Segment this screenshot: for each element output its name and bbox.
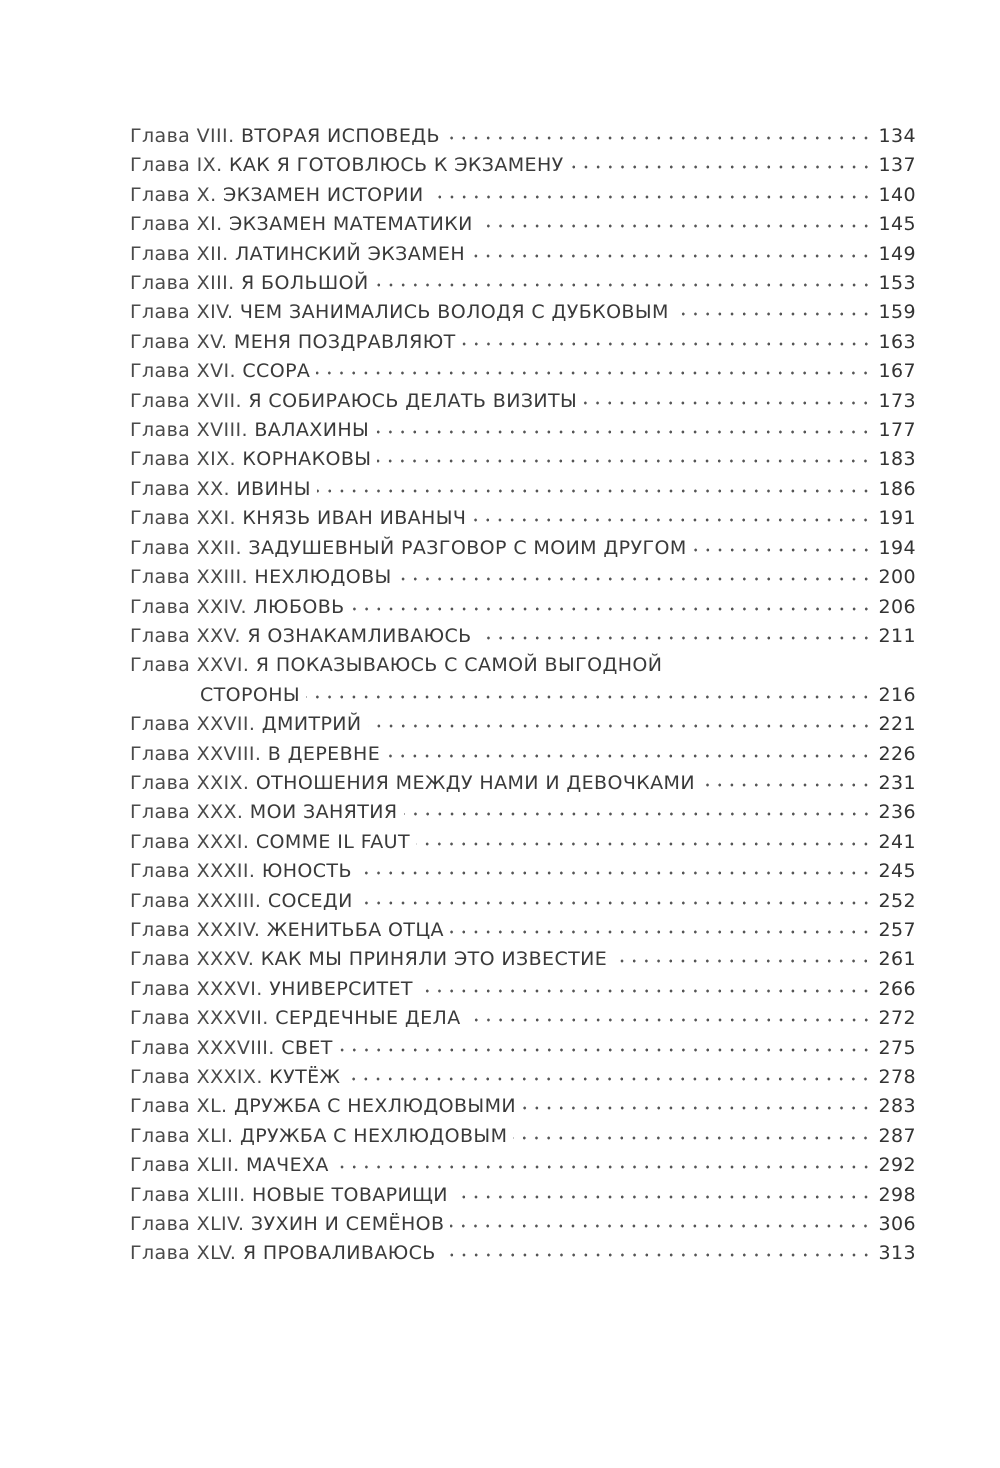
toc-entry-label: [130, 622, 472, 651]
dot-leader: [442, 1253, 872, 1257]
chapter-title: ЗАДУШЕВНЫЙ РАЗГОВОР С МОИМ ДРУГОМ: [248, 536, 687, 559]
chapter-number: Глава VIII.: [130, 125, 235, 147]
toc-entry: [130, 269, 916, 298]
toc-entry: [130, 740, 916, 769]
toc-entry-label: [130, 1181, 448, 1210]
page-number: 231: [878, 771, 916, 794]
toc-entry: [130, 151, 916, 180]
page-number: 134: [878, 125, 916, 147]
chapter-number: Глава XXV.: [130, 624, 241, 647]
chapter-number: Глава XVIII.: [130, 419, 248, 442]
toc-entry-label: [130, 504, 466, 533]
dot-leader: [471, 254, 872, 258]
dot-leader: [613, 959, 872, 963]
chapter-title: ДМИТРИЙ: [261, 713, 362, 736]
toc-entry: [130, 357, 916, 386]
toc-entry-line: [130, 651, 916, 680]
toc-entry: [130, 887, 916, 916]
chapter-number: Глава XLV.: [130, 1242, 237, 1265]
page-number: 177: [878, 419, 916, 442]
chapter-number: Глава XXVIII.: [130, 742, 262, 765]
toc-entry: [130, 1122, 916, 1151]
page-number: 191: [878, 507, 916, 530]
toc-entry: [130, 445, 916, 474]
page-number: 163: [878, 330, 916, 353]
chapter-title: ЧЕМ ЗАНИМАЛИСЬ ВОЛОДЯ С ДУБКОВЫМ: [239, 301, 669, 324]
chapter-title: Я ОЗНАКАМЛИВАЮСЬ: [247, 624, 472, 647]
dot-leader: [478, 636, 872, 640]
toc-entry: [130, 593, 916, 622]
toc-entry: [130, 945, 916, 974]
chapter-number: Глава XLIV.: [130, 1213, 245, 1236]
page-number: 145: [878, 213, 916, 236]
toc-entry-label: [130, 740, 380, 769]
toc-entry: [130, 769, 916, 798]
toc-entry: [130, 710, 916, 739]
chapter-number: Глава XXIII.: [130, 566, 248, 589]
chapter-number: Глава XVI.: [130, 360, 236, 383]
toc-entry-label: [130, 769, 695, 798]
toc-entry: [130, 828, 916, 857]
toc-entry: [130, 416, 916, 445]
toc-entry: [130, 563, 916, 592]
toc-entry: [130, 534, 916, 563]
dot-leader: [404, 812, 873, 816]
toc-entry-label: [130, 1151, 329, 1180]
chapter-title: Я ПРОВАЛИВАЮСЬ: [242, 1242, 436, 1265]
chapter-title: КАК МЫ ПРИНЯЛИ ЭТО ИЗВЕСТИЕ: [260, 948, 608, 971]
chapter-title: КНЯЗЬ ИВАН ИВАНЫЧ: [242, 507, 467, 530]
chapter-title: В ДЕРЕВНЕ: [267, 742, 381, 765]
dot-leader: [306, 695, 872, 699]
toc-entry-label: [130, 534, 687, 563]
page-number: 245: [878, 860, 916, 883]
dot-leader: [335, 1165, 872, 1169]
dot-leader: [430, 195, 872, 199]
dot-leader: [375, 283, 872, 287]
dot-leader: [446, 136, 872, 140]
page-number: 200: [878, 566, 916, 589]
toc-entry: [130, 1239, 916, 1268]
toc-entry-label: [130, 1063, 340, 1092]
chapter-title: НЕХЛЮДОВЫ: [254, 566, 392, 589]
chapter-number: Глава XXX.: [130, 801, 244, 824]
chapter-number: Глава XIV.: [130, 301, 234, 324]
dot-leader: [513, 1136, 872, 1140]
dot-leader: [479, 224, 872, 228]
dot-leader: [375, 430, 872, 434]
chapter-number: Глава XXXVII.: [130, 1007, 269, 1030]
page-number: 159: [878, 301, 916, 324]
dot-leader: [570, 165, 872, 169]
page-number: 226: [878, 742, 916, 765]
toc-entry-label: [130, 887, 353, 916]
toc-entry-label: [130, 857, 352, 886]
toc-entry: [130, 651, 916, 710]
page-number: 287: [878, 1124, 916, 1147]
toc-entry: [130, 798, 916, 827]
toc-entry: [130, 122, 916, 151]
chapter-title: ЛЮБОВЬ: [253, 595, 345, 618]
toc-entry-label: [130, 916, 444, 945]
page-number: 298: [878, 1183, 916, 1206]
toc-entry-label: [130, 975, 413, 1004]
chapter-title: COMME IL FAUT: [255, 830, 410, 853]
page-number: 236: [878, 801, 916, 824]
dot-leader: [398, 577, 872, 581]
page-number: 186: [878, 477, 916, 500]
chapter-title: ССОРА: [242, 360, 311, 383]
toc-entry-label: [130, 828, 410, 857]
chapter-number: Глава XXXIV.: [130, 918, 261, 941]
page-number: 149: [878, 242, 916, 265]
toc-entry-label: [130, 710, 362, 739]
page-number: 183: [878, 448, 916, 471]
chapter-title: Я СОБИРАЮСЬ ДЕЛАТЬ ВИЗИТЫ: [248, 389, 578, 412]
chapter-title: УНИВЕРСИТЕТ: [269, 977, 413, 1000]
page-number: 306: [878, 1213, 916, 1236]
dot-leader: [419, 989, 872, 993]
chapter-title: КАК Я ГОТОВЛЮСЬ К ЭКЗАМЕНУ: [228, 154, 564, 177]
chapter-number: Глава XXXV.: [130, 948, 255, 971]
page-number: 140: [878, 183, 916, 206]
page-number: 292: [878, 1154, 916, 1177]
chapter-title: СОСЕДИ: [267, 889, 353, 912]
toc-entry-label: [130, 1122, 507, 1151]
page-number: 221: [878, 713, 916, 736]
page-number: 153: [878, 272, 916, 295]
toc-entry: [130, 1092, 916, 1121]
chapter-title: Я ПОКАЗЫВАЮСЬ С САМОЙ ВЫГОДНОЙ: [255, 654, 663, 677]
toc-entry: [130, 622, 916, 651]
page-number: 216: [878, 683, 916, 706]
chapter-number: Глава XXVII.: [130, 713, 256, 736]
dot-leader: [522, 1106, 872, 1110]
chapter-number: Глава IX.: [130, 154, 223, 177]
toc-entry: [130, 916, 916, 945]
dot-leader: [317, 489, 872, 493]
toc-entry: [130, 857, 916, 886]
chapter-title: ДРУЖБА С НЕХЛЮДОВЫМ: [239, 1124, 508, 1147]
table-of-contents: [130, 122, 916, 1269]
page-number: 261: [878, 948, 916, 971]
toc-entry: [130, 1034, 916, 1063]
toc-entry-label: [130, 357, 310, 386]
dot-leader: [583, 401, 872, 405]
chapter-title: ЮНОСТЬ: [261, 860, 352, 883]
chapter-number: Глава XXIX.: [130, 771, 250, 794]
toc-entry-label: [130, 798, 398, 827]
toc-entry: [130, 328, 916, 357]
toc-entry: [130, 504, 916, 533]
toc-entry-label: [130, 475, 311, 504]
chapter-title: Я БОЛЬШОЙ: [240, 272, 369, 295]
toc-entry-label: [130, 1210, 444, 1239]
chapter-title: МЕНЯ ПОЗДРАВЛЯЮТ: [233, 330, 456, 353]
page-number: 211: [878, 624, 916, 647]
toc-entry: [130, 475, 916, 504]
toc-entry-label: [130, 387, 577, 416]
page-number: 241: [878, 830, 916, 853]
chapter-title: НОВЫЕ ТОВАРИЩИ: [251, 1183, 448, 1206]
toc-entry: [130, 975, 916, 1004]
chapter-number: Глава XX.: [130, 477, 230, 500]
toc-entry-label: [130, 445, 371, 474]
dot-leader: [467, 1018, 872, 1022]
toc-entry-label: [130, 416, 369, 445]
chapter-title: ЖЕНИТЬБА ОТЦА: [266, 918, 444, 941]
chapter-number: Глава XI.: [130, 213, 223, 236]
chapter-number: Глава XXXIII.: [130, 889, 262, 912]
chapter-number: Глава XXXVIII.: [130, 1036, 275, 1059]
page-number: 206: [878, 595, 916, 618]
toc-entry: [130, 298, 916, 327]
dot-leader: [386, 754, 872, 758]
page-number: 283: [878, 1095, 916, 1118]
dot-leader: [701, 783, 872, 787]
chapter-title: МАЧЕХА: [245, 1154, 329, 1177]
chapter-number: Глава XL.: [130, 1095, 228, 1118]
toc-entry: [130, 1210, 916, 1239]
toc-entry-label: [130, 240, 465, 269]
chapter-number: Глава XLII.: [130, 1154, 240, 1177]
dot-leader: [377, 459, 872, 463]
page-number: 173: [878, 389, 916, 412]
dot-leader: [358, 871, 872, 875]
page-number: 137: [878, 154, 916, 177]
dot-leader: [416, 842, 872, 846]
toc-entry-label: [130, 654, 662, 676]
chapter-number: Глава XXXIX.: [130, 1066, 263, 1088]
page-number: 313: [878, 1242, 916, 1265]
toc-entry-label: [130, 1034, 333, 1063]
toc-entry: [130, 387, 916, 416]
chapter-title: ВТОРАЯ ИСПОВЕДЬ: [240, 125, 440, 147]
page-number: 266: [878, 977, 916, 1000]
chapter-number: Глава XXII.: [130, 536, 242, 559]
dot-leader: [462, 342, 872, 346]
page-number: 257: [878, 918, 916, 941]
dot-leader: [368, 724, 872, 728]
chapter-number: Глава XXXII.: [130, 860, 256, 883]
page-number: 275: [878, 1036, 916, 1059]
toc-entry-label: [130, 122, 440, 151]
chapter-number: Глава XLIII.: [130, 1183, 246, 1206]
toc-entry-label: [130, 1092, 516, 1121]
chapter-title: ЛАТИНСКИЙ ЭКЗАМЕН: [234, 242, 466, 265]
dot-leader: [693, 548, 872, 552]
toc-entry: [130, 1063, 916, 1092]
chapter-title: ОТНОШЕНИЯ МЕЖДУ НАМИ И ДЕВОЧКАМИ: [255, 771, 695, 794]
chapter-title: КУТЁЖ: [269, 1066, 341, 1088]
dot-leader: [339, 1048, 872, 1052]
chapter-title: СЕРДЕЧНЫЕ ДЕЛА: [275, 1007, 461, 1030]
chapter-number: Глава XXI.: [130, 507, 236, 530]
chapter-number: Глава XIX.: [130, 448, 236, 471]
toc-entry: [130, 1151, 916, 1180]
dot-leader: [316, 371, 872, 375]
dot-leader: [454, 1195, 872, 1199]
toc-entry: [130, 240, 916, 269]
toc-entry: [130, 1004, 916, 1033]
chapter-number: Глава XVII.: [130, 389, 242, 412]
page-number: 194: [878, 536, 916, 559]
toc-entry-line: [130, 681, 916, 710]
dot-leader: [346, 1077, 872, 1081]
dot-leader: [359, 901, 872, 905]
toc-entry-label: [130, 593, 345, 622]
dot-leader: [472, 518, 872, 522]
chapter-title: ДРУЖБА С НЕХЛЮДОВЫМИ: [233, 1095, 516, 1118]
dot-leader: [351, 607, 872, 611]
chapter-title: ИВИНЫ: [236, 477, 311, 500]
chapter-title: СТОРОНЫ: [200, 683, 301, 706]
chapter-title: МОИ ЗАНЯТИЯ: [249, 801, 398, 824]
page-number: 167: [878, 360, 916, 383]
chapter-number: Глава XV.: [130, 330, 228, 353]
chapter-number: Глава XII.: [130, 242, 229, 265]
chapter-title: ЭКЗАМЕН ИСТОРИИ: [222, 183, 424, 206]
toc-entry-label: [130, 1239, 436, 1268]
chapter-title: ЭКЗАМЕН МАТЕМАТИКИ: [228, 213, 473, 236]
chapter-title: СВЕТ: [281, 1036, 333, 1059]
toc-entry-label: [130, 1004, 461, 1033]
chapter-number: Глава XXXI.: [130, 830, 250, 853]
page-number: 278: [878, 1066, 916, 1088]
toc-entry-label: [130, 210, 473, 239]
page-number: 252: [878, 889, 916, 912]
chapter-number: Глава XIII.: [130, 272, 235, 295]
toc-entry: [130, 1181, 916, 1210]
toc-entry-label: [200, 681, 300, 710]
toc-entry-label: [130, 563, 392, 592]
toc-entry: [130, 210, 916, 239]
chapter-number: Глава XXIV.: [130, 595, 247, 618]
toc-entry-label: [130, 151, 564, 180]
chapter-number: Глава X.: [130, 183, 217, 206]
toc-entry-label: [130, 269, 369, 298]
chapter-title: ЗУХИН И СЕМЁНОВ: [250, 1213, 445, 1236]
toc-entry-label: [130, 945, 607, 974]
toc-entry-label: [130, 298, 669, 327]
chapter-number: Глава XXVI.: [130, 654, 250, 677]
page-number: 272: [878, 1007, 916, 1030]
chapter-number: Глава XLI.: [130, 1124, 234, 1147]
dot-leader: [450, 1224, 872, 1228]
chapter-title: КОРНАКОВЫ: [242, 448, 372, 471]
toc-entry-label: [130, 328, 456, 357]
toc-entry-label: [130, 181, 424, 210]
dot-leader: [675, 312, 872, 316]
chapter-number: Глава XXXVI.: [130, 977, 263, 1000]
dot-leader: [450, 930, 872, 934]
chapter-title: ВАЛАХИНЫ: [254, 419, 370, 442]
toc-entry: [130, 181, 916, 210]
